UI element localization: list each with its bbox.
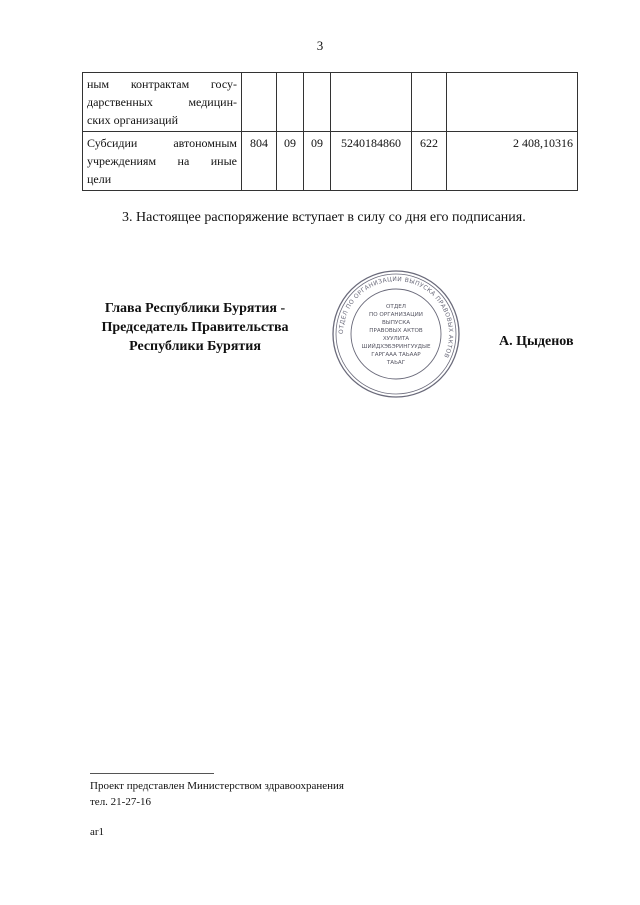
page-number: 3 <box>316 38 324 53</box>
table-cell-grbs: 804 <box>242 132 277 191</box>
signer-name: А. Цыденов <box>499 334 574 349</box>
signer-title-line: Председатель Правительства <box>101 320 289 335</box>
seal-outer-text: ОТДЕЛ ПО ОРГАНИЗАЦИИ ВЫПУСКА ПРАВОВЫХ АКТОВ <box>337 275 455 359</box>
table-cell-name <box>83 132 242 191</box>
name-line: Субсидии автономным <box>87 136 237 150</box>
footnote-line: Проект представлен Министерством здравоохранения <box>90 780 344 792</box>
seal-center-line: ПО ОРГАНИЗАЦИИ <box>369 312 423 318</box>
table-cell-type: 622 <box>412 132 447 191</box>
table-cell-section <box>277 73 304 132</box>
table-cell-type <box>412 73 447 132</box>
name-line: учреждениям на иные <box>87 154 237 168</box>
signer-title-line: Глава Республики Бурятия - <box>104 301 286 316</box>
clause-paragraph: 3. Настоящее распоряжение вступает в силу со дня его подписания. <box>122 210 526 225</box>
signer-title-line: Республики Бурятия <box>129 339 261 354</box>
seal-center-line: ПРАВОВЫХ АКТОВ <box>369 328 423 334</box>
table-cell-name <box>83 73 242 132</box>
table-row <box>83 132 578 191</box>
name-line: ным контрактам госу- <box>87 77 237 91</box>
signer-title <box>80 299 310 356</box>
table-row <box>83 73 578 132</box>
name-line: ских организаций <box>87 113 179 127</box>
official-seal-stamp <box>330 268 462 400</box>
footnote <box>90 778 344 810</box>
table-cell-subsection <box>304 73 331 132</box>
table-cell-amount: 2 408,10316 <box>447 132 578 191</box>
table-cell-target: 5240184860 <box>331 132 412 191</box>
seal-center-line: ТАЬАГ <box>386 360 406 366</box>
budget-table <box>82 72 578 191</box>
footnote-line: тел. 21-27-16 <box>90 796 152 808</box>
seal-center-line: ГАРГААА ТАЬААР <box>371 352 421 358</box>
footer-code: ar1 <box>90 826 105 838</box>
footnote-divider <box>90 773 214 774</box>
table-cell-subsection: 09 <box>304 132 331 191</box>
seal-center-line: ХУУЛИТА <box>382 336 410 342</box>
name-line: цели <box>87 172 112 186</box>
seal-center-line: ВЫПУСКА <box>381 320 411 326</box>
table-cell-grbs <box>242 73 277 132</box>
name-line: дарственных медицин- <box>87 95 237 109</box>
table-cell-amount <box>447 73 578 132</box>
seal-center-line: ШИЙДХЭБЭРИНГУУДЫЕ <box>361 344 431 350</box>
table-cell-target <box>331 73 412 132</box>
seal-center-line: ОТДЕЛ <box>386 304 406 310</box>
table-cell-section: 09 <box>277 132 304 191</box>
